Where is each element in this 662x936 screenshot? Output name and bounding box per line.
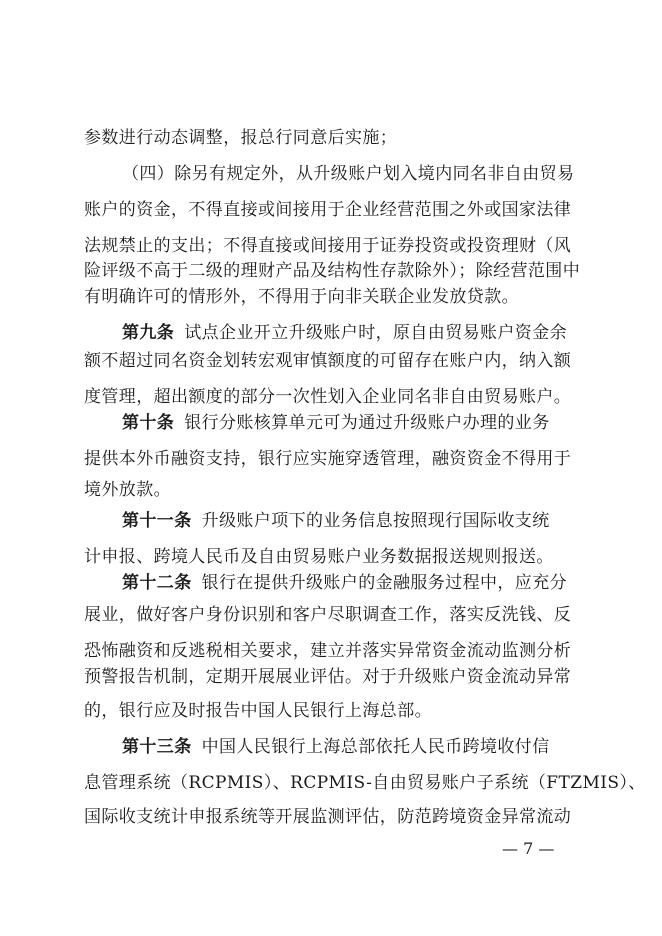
line-text: 境外放款。 bbox=[84, 480, 171, 500]
text-line bbox=[84, 199, 584, 221]
article-line bbox=[122, 572, 584, 594]
text-line bbox=[84, 260, 584, 282]
text-line bbox=[84, 286, 584, 308]
line-text: 险评级不高于二级的理财产品及结构性存款除外）；除经营范围中 bbox=[84, 261, 581, 281]
line-text: 预警报告机制，定期开展展业评估。对于升级账户资金流动异常 bbox=[84, 667, 572, 687]
text-line bbox=[84, 235, 584, 257]
line-text: 息管理系统（RCPMIS）、RCPMIS-自由贸易账户子系统（FTZMIS）、 bbox=[84, 773, 646, 793]
text-line bbox=[84, 772, 646, 794]
text-line bbox=[122, 163, 584, 185]
line-text: 有明确许可的情形外，不得用于向非关联企业发放贷款。 bbox=[84, 287, 519, 307]
page-number: — 7 — bbox=[502, 839, 555, 858]
text-line bbox=[84, 546, 584, 568]
article-heading: 第九条 bbox=[122, 323, 175, 343]
line-text: 提供本外币融资支持，银行应实施穿透管理，融资资金不得用于 bbox=[84, 449, 572, 469]
text-line bbox=[84, 640, 584, 662]
text-line bbox=[84, 448, 584, 470]
text-line bbox=[84, 479, 584, 501]
line-text: 法规禁止的支出；不得直接或间接用于证券投资或投资理财（风 bbox=[84, 236, 572, 256]
line-text: 度管理，超出额度的部分一次性划入企业同名非自由贸易账户。 bbox=[84, 387, 572, 407]
line-text: 恐怖融资和反逃税相关要求，建立并落实异常资金流动监测分析 bbox=[84, 641, 572, 661]
line-text: 升级账户项下的业务信息按照现行国际收支统 bbox=[201, 511, 550, 531]
article-line bbox=[122, 412, 584, 434]
article-heading: 第十二条 bbox=[122, 573, 192, 593]
line-text: 展业，做好客户身份识别和客户尽职调查工作，落实反洗钱、反 bbox=[84, 605, 572, 625]
article-line bbox=[122, 510, 584, 532]
line-text: 参数进行动态调整，报总行同意后实施； bbox=[84, 128, 398, 148]
line-text: 额不超过同名资金划转宏观审慎额度的可留存在账户内，纳入额 bbox=[84, 351, 572, 371]
text-line bbox=[84, 127, 584, 149]
article-heading: 第十条 bbox=[122, 413, 175, 433]
article-line bbox=[122, 322, 584, 344]
line-text: 中国人民银行上海总部依托人民币跨境收付信 bbox=[201, 737, 550, 757]
text-line bbox=[84, 666, 584, 688]
line-text: 银行分账核算单元可为通过升级账户办理的业务 bbox=[184, 413, 550, 433]
article-heading: 第十三条 bbox=[122, 737, 192, 757]
line-text: 计申报、跨境人民币及自由贸易账户业务数据报送规则报送。 bbox=[84, 547, 554, 567]
text-line bbox=[84, 806, 584, 828]
line-text: 试点企业开立升级账户时，原自由贸易账户资金余 bbox=[184, 323, 568, 343]
line-text: 账户的资金，不得直接或间接用于企业经营范围之外或国家法律 bbox=[84, 200, 572, 220]
article-heading: 第十一条 bbox=[122, 511, 192, 531]
line-text: 银行在提供升级账户的金融服务过程中，应充分 bbox=[201, 573, 568, 593]
line-text: 的，银行应及时报告中国人民银行上海总部。 bbox=[84, 701, 432, 721]
line-text: 国际收支统计申报系统等开展监测评估，防范跨境资金异常流动 bbox=[84, 807, 572, 827]
text-line bbox=[84, 350, 584, 372]
text-line bbox=[84, 386, 584, 408]
text-line bbox=[84, 700, 584, 722]
line-text: （四）除另有规定外，从升级账户划入境内同名非自由贸易 bbox=[122, 164, 575, 184]
article-line bbox=[122, 736, 584, 758]
text-line bbox=[84, 604, 584, 626]
